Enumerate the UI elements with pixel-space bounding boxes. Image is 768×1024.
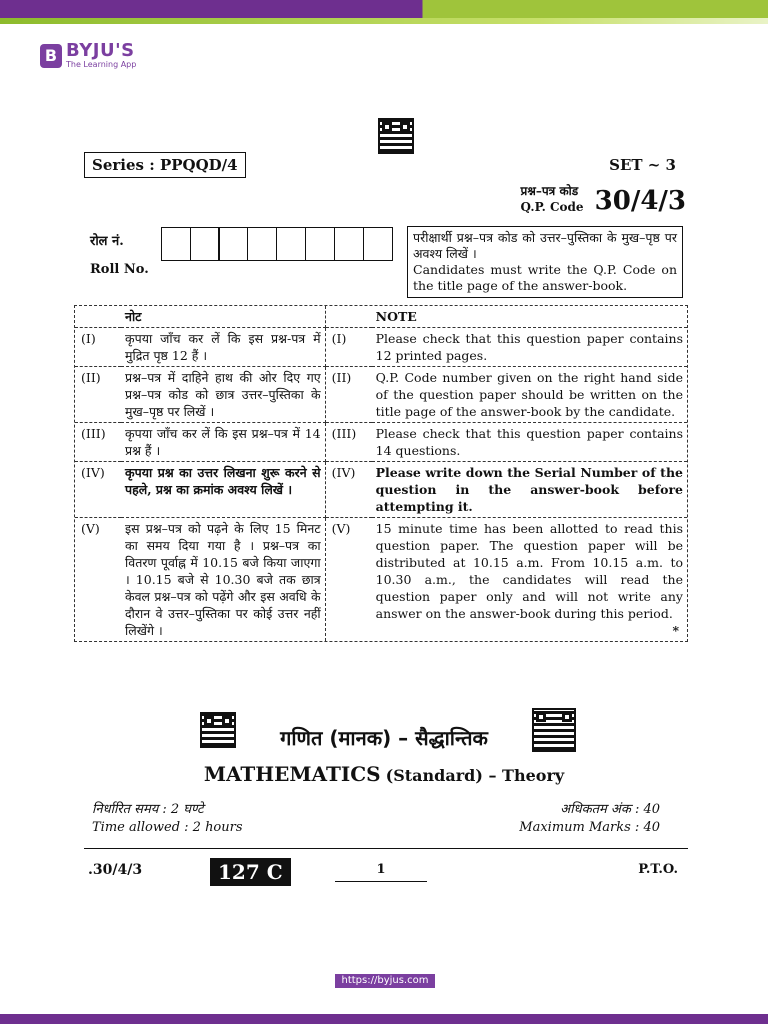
byjus-logo[interactable]: [40, 42, 136, 69]
note-num-en: (V): [331, 521, 351, 536]
roll-number-label: [90, 228, 149, 284]
note-text-hi: प्रश्न–पत्र में दाहिने हाथ की ओर दिए गए प्रश्न–पत्र कोड को छात्र उत्तर–पुस्तिका के मुख–पृष्ठ पर लिखें ।: [121, 367, 325, 423]
max-marks-en: Maximum Marks : 40: [519, 820, 660, 835]
subject-title-en: [0, 762, 768, 786]
max-marks-hi: अधिकतम अंक : 40: [560, 802, 660, 817]
candidate-note-en: Candidates must write the Q.P. Code on the title page of the answer-book.: [413, 262, 677, 293]
roll-label-hi: रोल नं.: [90, 234, 124, 249]
subject-title-main: MATHEMATICS: [203, 762, 381, 786]
roll-digit-box[interactable]: [190, 227, 220, 261]
pto-label: P.T.O.: [638, 862, 678, 877]
roll-digit-box[interactable]: [334, 227, 364, 261]
note-text-hi: कृपया प्रश्न का उत्तर लिखना शुरू करने से पहले, प्रश्न का क्रमांक अवश्य लिखें ।: [121, 462, 325, 518]
note-text-en: Please check that this question paper contains 14 questions.: [372, 423, 687, 462]
logo-wordmark: [66, 42, 136, 69]
asterisk-mark: *: [672, 623, 679, 638]
note-row: [75, 518, 687, 642]
note-num-hi: (I): [75, 328, 121, 367]
candidate-note-hi: परीक्षार्थी प्रश्न–पत्र कोड को उत्तर–पुस्तिका के मुख–पृष्ठ पर अवश्य लिखें ।: [413, 230, 677, 261]
note-row: [75, 462, 687, 518]
logo-tagline: The Learning App: [66, 60, 137, 69]
note-num-hi: (II): [75, 367, 121, 423]
note-num-hi: (IV): [75, 462, 121, 518]
note-row: [75, 367, 687, 423]
note-text-en: Q.P. Code number given on the right hand side of the question paper should be written on the title page of the answer-book by the candidate.: [372, 367, 687, 423]
logo-name: BYJU'S: [66, 40, 135, 61]
page-number: 1: [335, 862, 427, 882]
logo-mark-icon: B: [40, 44, 62, 68]
qp-code-value: 30/4/3: [594, 186, 686, 216]
time-allowed-en: Time allowed : 2 hours: [92, 820, 243, 835]
note-num-en: (I): [325, 328, 372, 367]
note-text-hi: इस प्रश्न–पत्र को पढ़ने के लिए 15 मिनट का समय दिया गया है । प्रश्न–पत्र का वितरण पूर्वाह्न में 10.15 बजे किया जाएगा । 10.15 बजे से 10.30 बजे तक छात्र केवल प्रश्न–पत्र को पढ़ेंगे और इस अवधि के दौरान वे उत्तर–पुस्तिका पर कोई उत्तर नहीं लिखेंगे ।: [121, 518, 325, 642]
roll-digit-box[interactable]: [305, 227, 335, 261]
roll-digit-box[interactable]: [161, 227, 191, 261]
note-text-hi: कृपया जाँच कर लें कि इस प्रश्न-पत्र में मुद्रित पृष्ठ 12 हैं ।: [121, 328, 325, 367]
qp-label-en: Q.P. Code: [520, 200, 584, 214]
roll-digit-box[interactable]: [276, 227, 306, 261]
notes-head-en: NOTE: [372, 306, 687, 328]
note-text-hi: कृपया जाँच कर लें कि इस प्रश्न–पत्र में 14 प्रश्न हैं ।: [121, 423, 325, 462]
set-label: SET ~ 3: [609, 156, 676, 174]
roll-digit-box[interactable]: [218, 227, 248, 261]
note-row: [75, 328, 687, 367]
qr-code-icon-top: [378, 118, 414, 154]
top-brand-bar: [0, 0, 768, 22]
note-text-en: Please write down the Serial Number of the question in the answer-book before attempting it.: [372, 462, 687, 518]
qp-code-block: [521, 183, 686, 215]
note-text-en-cell: [372, 518, 687, 642]
byjus-url-link[interactable]: https://byjus.com: [335, 974, 435, 988]
footer-code: .30/4/3: [88, 862, 143, 878]
roll-digit-box[interactable]: [247, 227, 277, 261]
notes-head-hi: नोट: [121, 306, 325, 328]
note-num-hi: (III): [75, 423, 121, 462]
roll-number-boxes[interactable]: [162, 227, 393, 261]
footer-divider: [84, 848, 688, 849]
note-text-en: 15 minute time has been allotted to read this question paper. The question paper will be distributed at 10.15 a.m. From 10.15 a.m. to 10.30 a.m., the candidates will read the question paper only and will not write any answer on the answer-book during this period.: [375, 521, 683, 621]
qp-code-labels: [521, 183, 584, 215]
notes-header-row: [75, 306, 687, 328]
subject-title-sub: (Standard) – Theory: [385, 766, 565, 785]
note-num-hi: (V): [81, 521, 100, 536]
top-brand-strip: [0, 18, 768, 24]
subject-title-hi: गणित (मानक) – सैद्धान्तिक: [280, 726, 488, 750]
footer-badge: 127 C: [210, 858, 291, 886]
roll-label-en: Roll No.: [90, 262, 149, 277]
candidate-instruction-box: [407, 226, 683, 298]
note-num-en: (II): [325, 367, 372, 423]
series-label: Series : PPQQD/4: [84, 152, 246, 178]
bottom-brand-bar: [0, 1014, 768, 1024]
note-num-en: (III): [325, 423, 372, 462]
qp-label-hi: प्रश्न–पत्र कोड: [520, 184, 579, 198]
time-allowed-hi: निर्धारित समय : 2 घण्टे: [92, 802, 204, 817]
notes-table: [74, 305, 688, 642]
roll-digit-box[interactable]: [363, 227, 393, 261]
note-row: [75, 423, 687, 462]
note-num-en: (IV): [325, 462, 372, 518]
note-text-en: Please check that this question paper contains 12 printed pages.: [372, 328, 687, 367]
